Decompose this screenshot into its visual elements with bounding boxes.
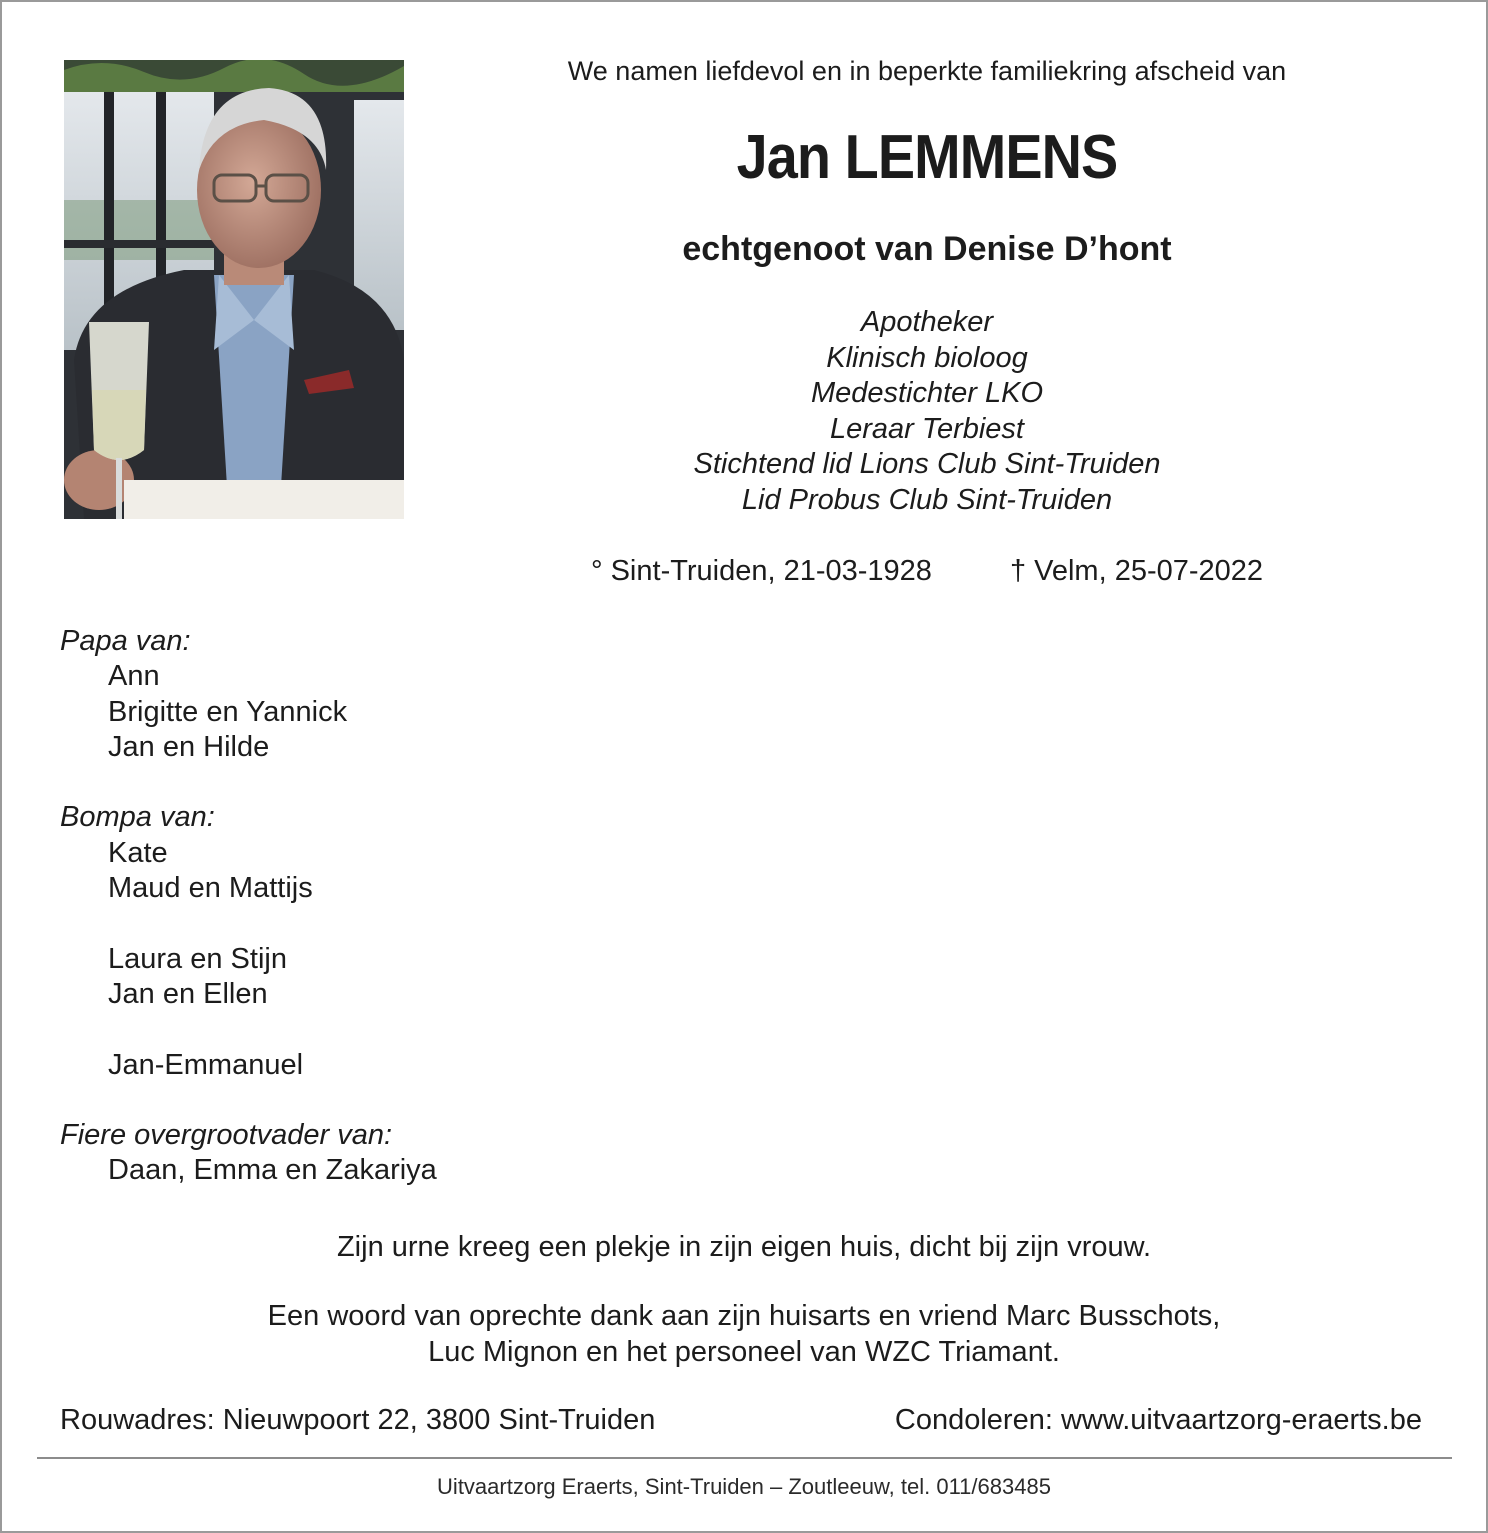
title-item: Lid Probus Club Sint-Truiden — [741, 483, 1113, 516]
great-grandchild-names: Daan, Emma en Zakariya — [108, 1154, 437, 1187]
portrait-image — [64, 60, 404, 519]
deceased-name: Jan LEMMENS — [736, 123, 1118, 192]
mourning-address: Rouwadres: Nieuwpoort 22, 3800 Sint-Truiden — [60, 1404, 656, 1436]
death-date: † Velm, 25-07-2022 — [1009, 555, 1264, 587]
grandchild-name: Jan en Ellen — [108, 977, 268, 1010]
child-name: Jan en Hilde — [108, 730, 270, 763]
papa-label: Papa van: — [60, 625, 191, 657]
grandchild-name: Kate — [108, 836, 168, 869]
family-section — [60, 624, 437, 1189]
spouse-line: echtgenoot van Denise D’hont — [682, 230, 1172, 268]
footer-divider — [37, 1457, 1452, 1459]
condolence-link[interactable]: Condoleren: www.uitvaartzorg-eraerts.be — [894, 1404, 1422, 1436]
great-grandfather-label: Fiere overgrootvader van: — [60, 1119, 393, 1152]
child-name: Brigitte en Yannick — [108, 695, 348, 728]
thanks-line-2: Luc Mignon en het personeel van WZC Triamant. — [428, 1336, 1060, 1368]
birth-date: ° Sint-Truiden, 21-03-1928 — [590, 555, 932, 587]
intro-text: We namen liefdevol en in beperkte familiekring afscheid van — [567, 56, 1287, 86]
titles-list — [407, 305, 1447, 518]
life-dates — [407, 555, 1447, 588]
title-item: Stichtend lid Lions Club Sint-Truiden — [693, 448, 1161, 480]
grandchild-name: Maud en Mattijs — [108, 872, 313, 905]
urn-text: Zijn urne kreeg een plekje in zijn eigen huis, dicht bij zijn vrouw. — [336, 1231, 1152, 1263]
title-item: Medestichter LKO — [810, 377, 1044, 409]
thanks-line-1: Een woord van oprechte dank aan zijn huisarts en vriend Marc Busschots, — [267, 1300, 1221, 1332]
title-item: Klinisch bioloog — [826, 341, 1028, 374]
grandchild-name: Jan-Emmanuel — [108, 1048, 304, 1081]
title-item: Leraar Terbiest — [830, 412, 1024, 445]
portrait-photo — [64, 60, 404, 519]
bompa-label: Bompa van: — [60, 801, 215, 834]
grandchild-name: Laura en Stijn — [108, 942, 287, 975]
footer-row — [60, 1404, 1422, 1437]
child-name: Ann — [108, 660, 160, 693]
title-item: Apotheker — [860, 306, 994, 338]
funeral-home-imprint: Uitvaartzorg Eraerts, Sint-Truiden – Zoutleeuw, tel. 011/683485 — [437, 1474, 1051, 1499]
